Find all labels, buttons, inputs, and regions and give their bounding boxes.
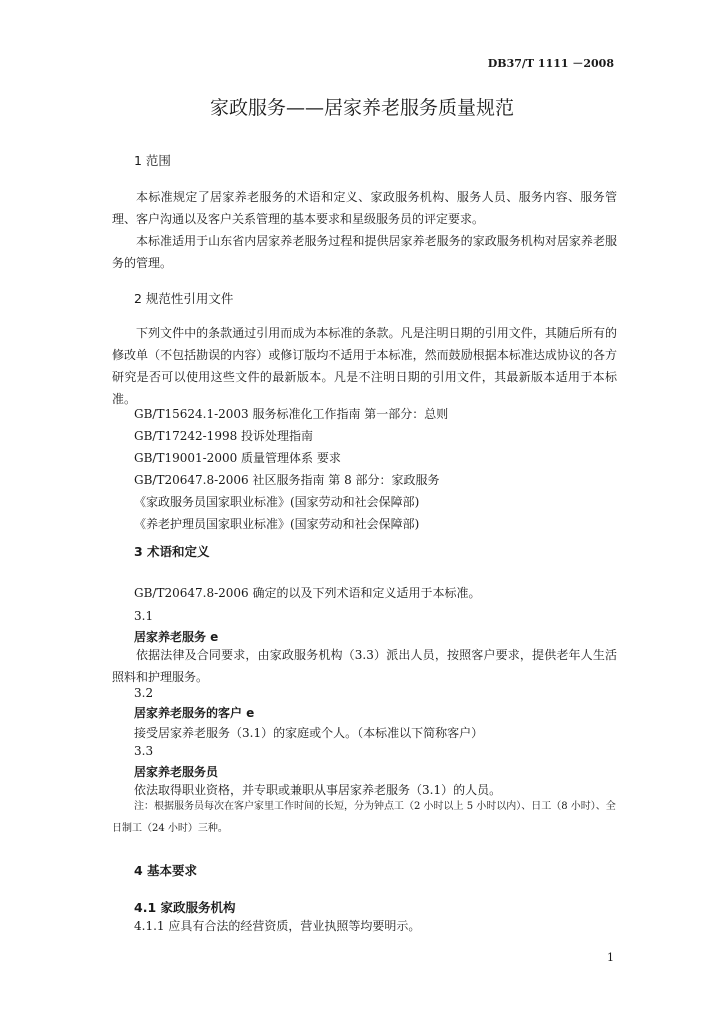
- references-paragraph: 下列文件中的条款通过引用而成为本标准的条款。凡是注明日期的引用文件，其随后所有的修改单（不包括勘误的内容）或修订版均不适用于本标准，然而鼓励根据本标准达成协议的各方研究是否可以使用这些文件的最新版本。凡是不注明日期的引用文件，其最新版本适用于本标准。: [112, 326, 617, 406]
- subsection-heading: 4.1 家政服务机构: [134, 900, 236, 915]
- scope-paragraph-1: 本标准规定了居家养老服务的术语和定义、家政服务机构、服务人员、服务内容、服务管理、客户沟通以及客户关系管理的基本要求和星级服务员的评定要求。: [112, 190, 617, 226]
- reference-item: 《养老护理员国家职业标准》(国家劳动和社会保障部): [134, 517, 420, 531]
- term-name: 居家养老服务员: [134, 765, 219, 779]
- reference-item: GB/T20647.8-2006 社区服务指南 第 8 部分：家政服务: [134, 473, 440, 487]
- term-definition: 依法取得职业资格，并专职或兼职从事居家养老服务（3.1）的人员。: [134, 783, 502, 797]
- term-number: 3.3: [134, 744, 154, 758]
- standard-code: DB37/T 1111 －2008: [487, 57, 614, 70]
- section-heading-references: 2 规范性引用文件: [134, 291, 234, 306]
- term-definition: 依据法律及合同要求，由家政服务机构（3.3）派出人员，按照客户要求，提供老年人生活照料和护理服务。: [112, 648, 617, 684]
- section-heading-terms: 3 术语和定义: [134, 544, 210, 559]
- reference-item: GB/T17242-1998 投诉处理指南: [134, 429, 314, 443]
- term-name: 居家养老服务 e: [134, 630, 219, 644]
- reference-item: GB/T15624.1-2003 服务标准化工作指南 第一部分：总则: [134, 407, 449, 421]
- reference-item: 《家政服务员国家职业标准》(国家劳动和社会保障部): [134, 495, 420, 509]
- term-note: 注：根据服务员每次在客户家里工作时间的长短，分为钟点工（2 小时以上 5 小时以内）、日工（8 小时）、全日制工（24 小时）三种。: [112, 801, 616, 834]
- requirement-item: 4.1.1 应具有合法的经营资质，营业执照等均要明示。: [134, 919, 421, 933]
- page-title: 家政服务——居家养老服务质量规范: [209, 97, 514, 119]
- term-number: 3.2: [134, 686, 154, 700]
- page-number: 1: [607, 951, 614, 964]
- term-name: 居家养老服务的客户 e: [134, 706, 255, 720]
- term-number: 3.1: [134, 609, 154, 623]
- terms-intro: GB/T20647.8-2006 确定的以及下列术语和定义适用于本标准。: [134, 586, 481, 600]
- section-heading-basic-requirements: 4 基本要求: [134, 863, 198, 878]
- reference-item: GB/T19001-2000 质量管理体系 要求: [134, 451, 341, 465]
- scope-paragraph-2: 本标准适用于山东省内居家养老服务过程和提供居家养老服务的家政服务机构对居家养老服务的管理。: [112, 234, 617, 270]
- term-definition: 接受居家养老服务（3.1）的家庭或个人。（本标准以下简称客户）: [134, 726, 484, 740]
- section-heading-scope: 1 范围: [134, 153, 171, 168]
